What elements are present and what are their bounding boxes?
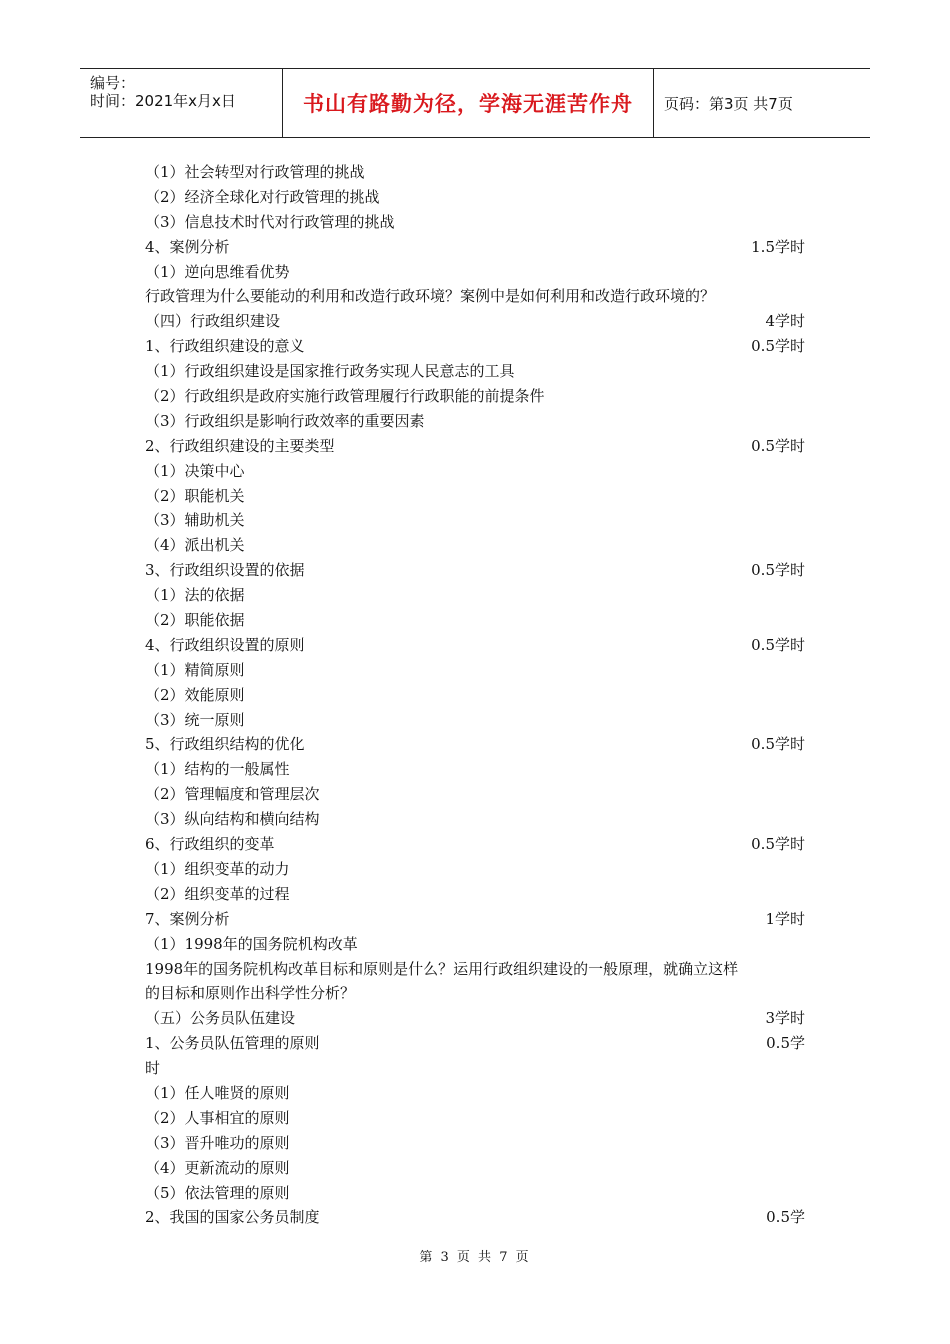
content-line xyxy=(145,459,805,484)
line-text: 的目标和原则作出科学性分析？ xyxy=(145,984,356,1003)
content-line xyxy=(145,359,805,384)
line-text: （3）晋升唯功的原则 xyxy=(145,1133,290,1152)
line-text: （2）行政组织是政府实施行政管理履行行政职能的前提条件 xyxy=(145,387,545,406)
content-line xyxy=(145,1205,805,1230)
line-hours: 0.5学时 xyxy=(751,337,805,356)
line-text: 7、案例分析 xyxy=(145,909,230,928)
content-line xyxy=(145,981,805,1006)
line-text: （2）管理幅度和管理层次 xyxy=(145,785,320,804)
line-text: （5）依法管理的原则 xyxy=(145,1183,290,1202)
content-line xyxy=(145,508,805,533)
line-text: （1）组织变革的动力 xyxy=(145,859,290,878)
line-text: 时 xyxy=(145,1059,161,1078)
content-line xyxy=(145,235,805,260)
content-line xyxy=(145,583,805,608)
line-text: （3）行政组织是影响行政效率的重要因素 xyxy=(145,411,425,430)
line-text: （1）行政组织建设是国家推行政务实现人民意志的工具 xyxy=(145,362,515,381)
line-text: 行政管理为什么要能动的利用和改造行政环境？案例中是如何利用和改造行政环境的？ xyxy=(145,287,716,306)
line-text: （1）结构的一般属性 xyxy=(145,760,290,779)
line-text: （五）公务员队伍建设 xyxy=(145,1009,296,1028)
line-text: （2）职能机关 xyxy=(145,486,245,505)
motto: 书山有路勤为径，学海无涯苦作舟 xyxy=(303,92,633,116)
content-line xyxy=(145,185,805,210)
content-line xyxy=(145,384,805,409)
number-label: 编号： xyxy=(90,74,136,92)
line-hours: 0.5学时 xyxy=(751,436,805,455)
content-line xyxy=(145,484,805,509)
content-line xyxy=(145,1106,805,1131)
content-line xyxy=(145,708,805,733)
content-line xyxy=(145,160,805,185)
header-meta xyxy=(80,69,283,137)
page-label: 页码：第3页 共7页 xyxy=(664,94,793,113)
header-page-cell xyxy=(654,69,870,137)
content-line xyxy=(145,1081,805,1106)
line-text: 4、行政组织设置的原则 xyxy=(145,635,305,654)
content-line xyxy=(145,210,805,235)
content-line xyxy=(145,732,805,757)
content-line xyxy=(145,683,805,708)
line-text: （四）行政组织建设 xyxy=(145,312,281,331)
content-line xyxy=(145,658,805,683)
line-text: （1）任人唯贤的原则 xyxy=(145,1083,290,1102)
line-hours: 1.5学时 xyxy=(751,237,805,256)
line-text: 6、行政组织的变革 xyxy=(145,835,275,854)
line-text: （1）1998年的国务院机构改革 xyxy=(145,934,358,953)
line-text: （4）更新流动的原则 xyxy=(145,1158,290,1177)
content-line xyxy=(145,1056,805,1081)
content-line xyxy=(145,882,805,907)
line-text: （1）社会转型对行政管理的挑战 xyxy=(145,163,365,181)
content-line xyxy=(145,633,805,658)
content-line xyxy=(145,1181,805,1206)
content-line xyxy=(145,957,805,982)
line-text: 2、行政组织建设的主要类型 xyxy=(145,436,335,455)
line-text: （1）精简原则 xyxy=(145,660,245,679)
header-motto-cell xyxy=(283,69,654,137)
line-hours: 0.5学时 xyxy=(751,635,805,654)
line-hours: 0.5学 xyxy=(766,1034,805,1053)
line-hours: 0.5学时 xyxy=(751,735,805,754)
line-hours: 0.5学 xyxy=(766,1208,805,1227)
line-hours: 3学时 xyxy=(765,1009,805,1028)
line-hours: 4学时 xyxy=(765,312,805,331)
content-line xyxy=(145,1006,805,1031)
line-text: （1）逆向思维看优势 xyxy=(145,262,290,281)
line-text: 4、案例分析 xyxy=(145,237,230,256)
line-text: （3）信息技术时代对行政管理的挑战 xyxy=(145,212,395,231)
content-line xyxy=(145,260,805,285)
line-text: 3、行政组织设置的依据 xyxy=(145,561,305,580)
content-line xyxy=(145,782,805,807)
content-line xyxy=(145,608,805,633)
line-text: （3）纵向结构和横向结构 xyxy=(145,810,320,829)
content-line xyxy=(145,309,805,334)
line-text: （1）决策中心 xyxy=(145,461,245,480)
content-line xyxy=(145,807,805,832)
page-header xyxy=(80,68,870,138)
content-line xyxy=(145,907,805,932)
line-text: （1）法的依据 xyxy=(145,586,245,605)
line-text: （2）职能依据 xyxy=(145,611,245,630)
content-line xyxy=(145,558,805,583)
date-label: 时间：2021年x月x日 xyxy=(90,92,236,110)
line-text: （2）人事相宜的原则 xyxy=(145,1108,290,1127)
content-line xyxy=(145,434,805,459)
line-text: 1998年的国务院机构改革目标和原则是什么？运用行政组织建设的一般原理，就确立这样 xyxy=(145,959,739,978)
content-line xyxy=(145,832,805,857)
content-line xyxy=(145,932,805,957)
line-text: （2）组织变革的过程 xyxy=(145,884,290,903)
line-hours: 0.5学时 xyxy=(751,561,805,580)
content-line xyxy=(145,857,805,882)
line-text: 5、行政组织结构的优化 xyxy=(145,735,305,754)
content-line xyxy=(145,1156,805,1181)
content-line xyxy=(145,334,805,359)
line-text: 2、我国的国家公务员制度 xyxy=(145,1208,320,1227)
content-line xyxy=(145,409,805,434)
content-line xyxy=(145,1031,805,1056)
line-text: （3）辅助机关 xyxy=(145,511,245,530)
line-text: （3）统一原则 xyxy=(145,710,245,729)
page-footer: 第 3 页 共 7 页 xyxy=(419,1250,531,1265)
content-line xyxy=(145,1131,805,1156)
line-text: （2）效能原则 xyxy=(145,685,245,704)
syllabus-content xyxy=(145,160,805,1230)
line-text: 1、行政组织建设的意义 xyxy=(145,337,305,356)
line-text: （4）派出机关 xyxy=(145,536,245,555)
line-text: 1、公务员队伍管理的原则 xyxy=(145,1034,320,1053)
line-text: （2）经济全球化对行政管理的挑战 xyxy=(145,187,380,206)
line-hours: 1学时 xyxy=(765,909,805,928)
content-line xyxy=(145,284,805,309)
line-hours: 0.5学时 xyxy=(751,835,805,854)
content-line xyxy=(145,757,805,782)
content-line xyxy=(145,533,805,558)
